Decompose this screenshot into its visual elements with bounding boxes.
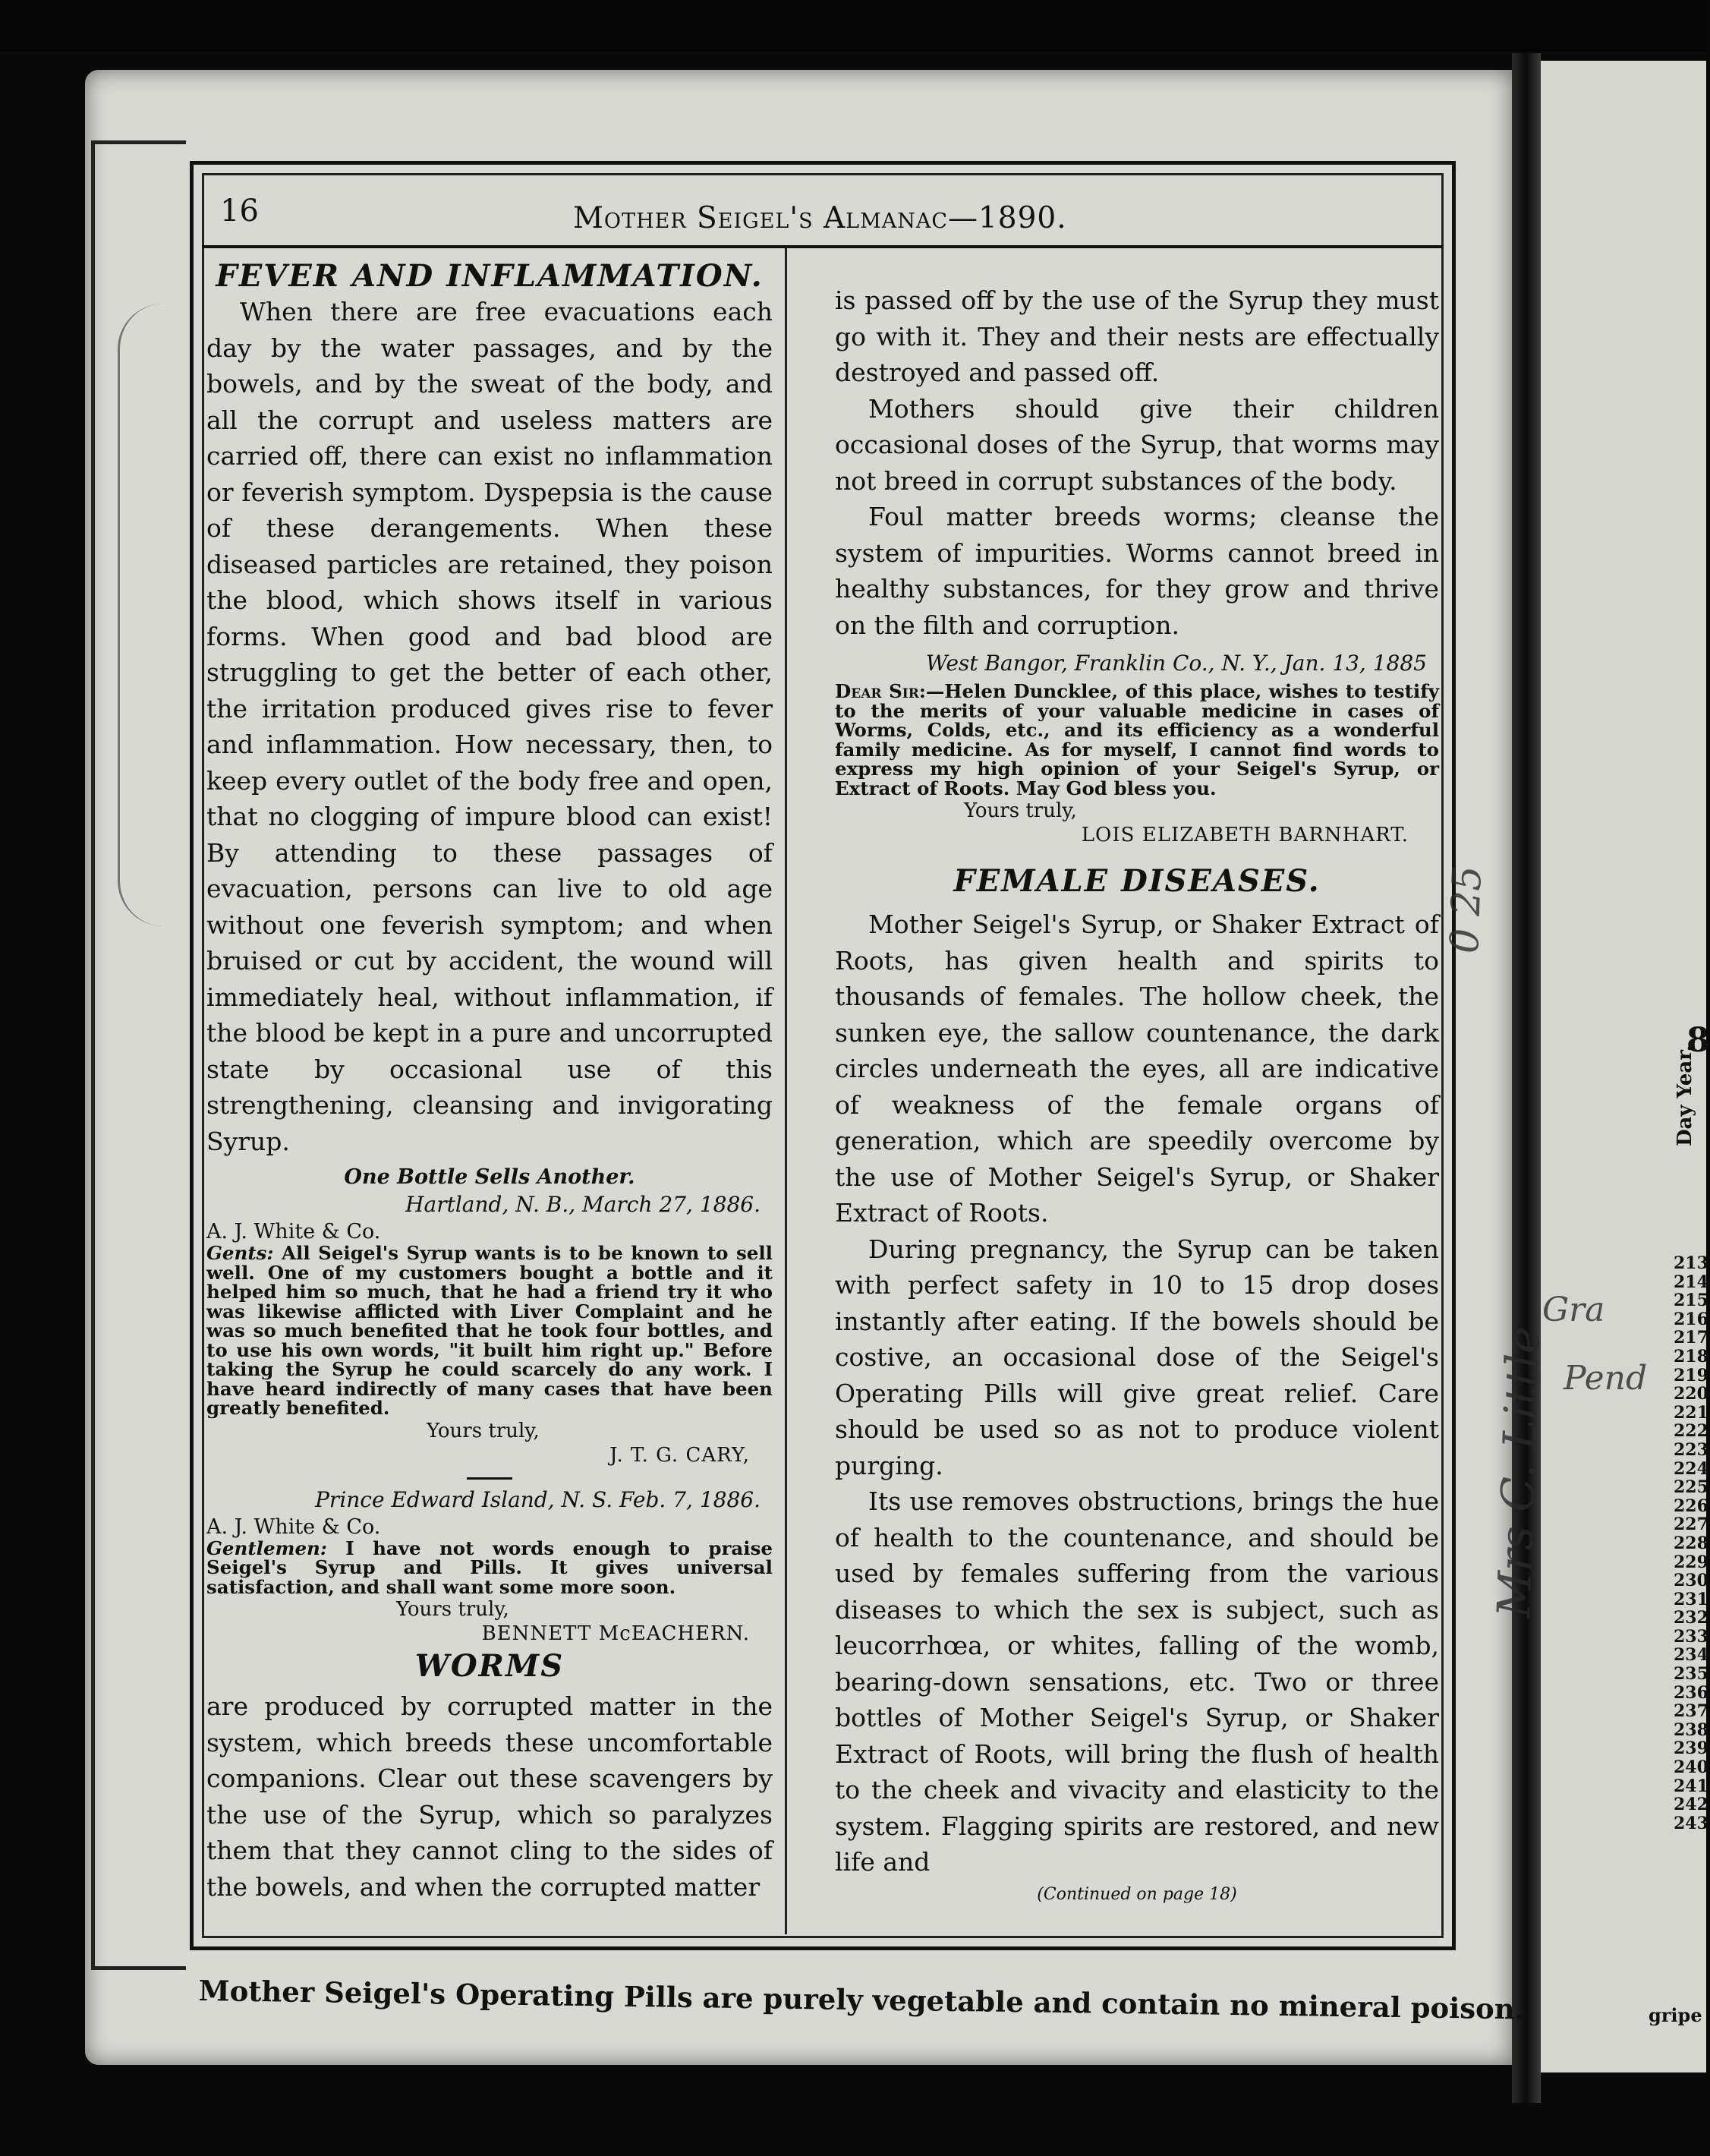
adjacent-page-bottom-word: gripe [1649,2004,1702,2026]
column-divider [785,247,787,1934]
testimonial3-signature: LOIS ELIZABETH BARNHART. [1081,824,1409,846]
handwritten-note-name: Mrs C. Little [1488,1325,1551,1619]
header-rule [202,245,1444,248]
testimonial3-body: —Helen Duncklee, of this place, wishes to testify to the merits of your valuable medicine in cases of Worms, Colds, etc., and its efficiency as a wonderful family medicine. As for myself, I cannot find words to express my high opinion of your Seigel's Syrup, or Extract of Roots. May God bless you. [835,680,1439,799]
handwritten-note-margin-1: Gra [1542,1291,1605,1329]
worms-body: are produced by corrupted matter in the system, which breeds these uncomfortable companions. Clear out these scavengers by the use of the Syrup, which so paralyzes them that they cannot cling to the sides of the bowels, and when the corrupted matter [206,1691,773,1902]
testimonial1-signature: J. T. G. CARY, [609,1443,750,1467]
female-heading: FEMALE DISEASES. [953,863,1321,899]
testimonial1-heading: One Bottle Sells Another. [344,1165,635,1189]
testimonial2-dateline: Prince Edward Island, N. S. Feb. 7, 1886. [315,1486,761,1512]
adjacent-page-illustration [118,304,188,926]
female-body-1: Mother Seigel's Syrup, or Shaker Extract of Roots, has given health and spirits to thousands of females. The hollow cheek, the sunken eye, the sallow countenance, the dark circles underneath the eyes, all are indicative of weakness of the female organs of generation, which are speedily overcome by the use of Mother Seigel's Syrup, or Shaker Extract of Roots. [835,909,1439,1228]
testimonial2-salutation: Gentlemen: [206,1537,327,1559]
testimonial3-salutation: Dear Sir: [835,680,926,702]
adjacent-page-day-numbers: 213 214 215 216 217 218 219 220 221 222 223 224 225 226 227 228 229 230 231 232 233 234 235 236 237 238 239 240 241 242 243 [1674,1253,1708,1833]
testimonial1-addressee: A. J. White & Co. [206,1220,381,1243]
fever-heading: FEVER AND INFLAMMATION. [216,258,764,294]
footer-advertisement: Mother Seigel's Operating Pills are purely vegetable and contain no mineral poison. [198,1974,1525,2026]
adjacent-page-digit: 8 [1686,1021,1710,1060]
testimonial3-text [835,682,1439,798]
testimonial2-addressee: A. J. White & Co. [206,1515,381,1539]
adjacent-page-column-label: Day Year. [1674,1045,1696,1146]
testimonial3-dateline: West Bangor, Franklin Co., N. Y., Jan. 13, 1885 [925,651,1427,676]
worms-continued-2: Mothers should give their children occasional doses of the Syrup, that worms may not breed in corrupt substances of the body. [835,393,1439,496]
testimonial1-closing: Yours truly, [427,1419,540,1442]
testimonial3-closing: Yours truly, [964,799,1077,822]
female-body-3: Its use removes obstructions, brings the hue of health to the countenance, and should be used by females suffering from the various diseases to which the sex is subject, such as leucorrhœa, or whites, falling of the womb, bearing-down sensations, etc. Two or three bottles of Mother Seigel's Syrup, or Shaker Extract of Roots, will bring the flush of health to the cheek and vivacity and elasticity to the system. Flagging spirits are restored, and new life and [835,1486,1439,1877]
worms-continued-1: is passed off by the use of the Syrup they must go with it. They and their nests are effectually destroyed and passed off. [835,285,1439,387]
handwritten-note-margin-2: Pend [1564,1359,1648,1398]
testimonial1-text [206,1243,773,1418]
scan-top-border [0,0,1706,52]
testimonial2-text [206,1539,773,1597]
testimonial2-body: I have not words enough to praise Seigel's Syrup and Pills. It gives universal satisfaction, and shall want some more soon. [206,1537,773,1598]
page-number: 16 [220,194,259,229]
continued-note: (Continued on page 18) [1037,1884,1237,1904]
testimonial2-closing: Yours truly, [396,1598,509,1621]
book-gutter [1512,53,1541,2103]
testimonial1-dateline: Hartland, N. B., March 27, 1886. [405,1192,761,1217]
female-body-2: During pregnancy, the Syrup can be taken with perfect safety in 10 to 15 drop doses instantly after eating. If the bowels should be costive, an occasional dose of the Seigel's Operating Pills will give great relief. Care should be used so as not to produce violent purging. [835,1234,1439,1480]
worms-continued-3: Foul matter breeds worms; cleanse the system of impurities. Worms cannot breed in healthy substances, for they grow and thrive on the filth and corruption. [835,502,1439,640]
testimonial1-body: All Seigel's Syrup wants is to be known to sell well. One of my customers bought a bottle and it helped him so much, that he had a friend try it who was likewise afflicted with Liver Complaint and he was so much benefited that he took four bottles, and to use his own words, "it built him right up." Before taking the Syrup he could scarcely do any work. I have heard indirectly of many cases that have been greatly benefited. [206,1242,773,1419]
testimonial1-salutation: Gents: [206,1242,274,1264]
worms-heading: WORMS [414,1648,565,1684]
fever-body: When there are free evacuations each day by the water passages, and by the bowels, and by the sweat of the body, and all the corrupt and useless matters are carried off, there can exist no inflammation or feverish symptom. Dyspepsia is the cause of these derangements. When these diseased particles are retained, they poison the blood, which shows itself in various forms. When good and bad blood are struggling to get the better of each other, the irritation produced gives rise to fever and inflammation. How necessary, then, to keep every outlet of the body free and open, that no clogging of impure blood can exist! By attending to these passages of evacuation, persons can live to old age without one feverish symptom; and when bruised or cut by accident, the wound will immediately heal, without inflammation, if the blood be kept in a pure and uncorrupted state by occasional use of this strengthening, cleansing and invigorating Syrup. [206,297,773,1156]
right-column [835,282,1439,1904]
testimonial-separator [467,1477,512,1480]
handwritten-note-number: 0 25 [1442,865,1491,955]
testimonial2-signature: BENNETT McEACHERN. [481,1622,750,1645]
left-column [206,258,773,1905]
running-header: Mother Seigel's Almanac—1890. [573,201,1067,235]
